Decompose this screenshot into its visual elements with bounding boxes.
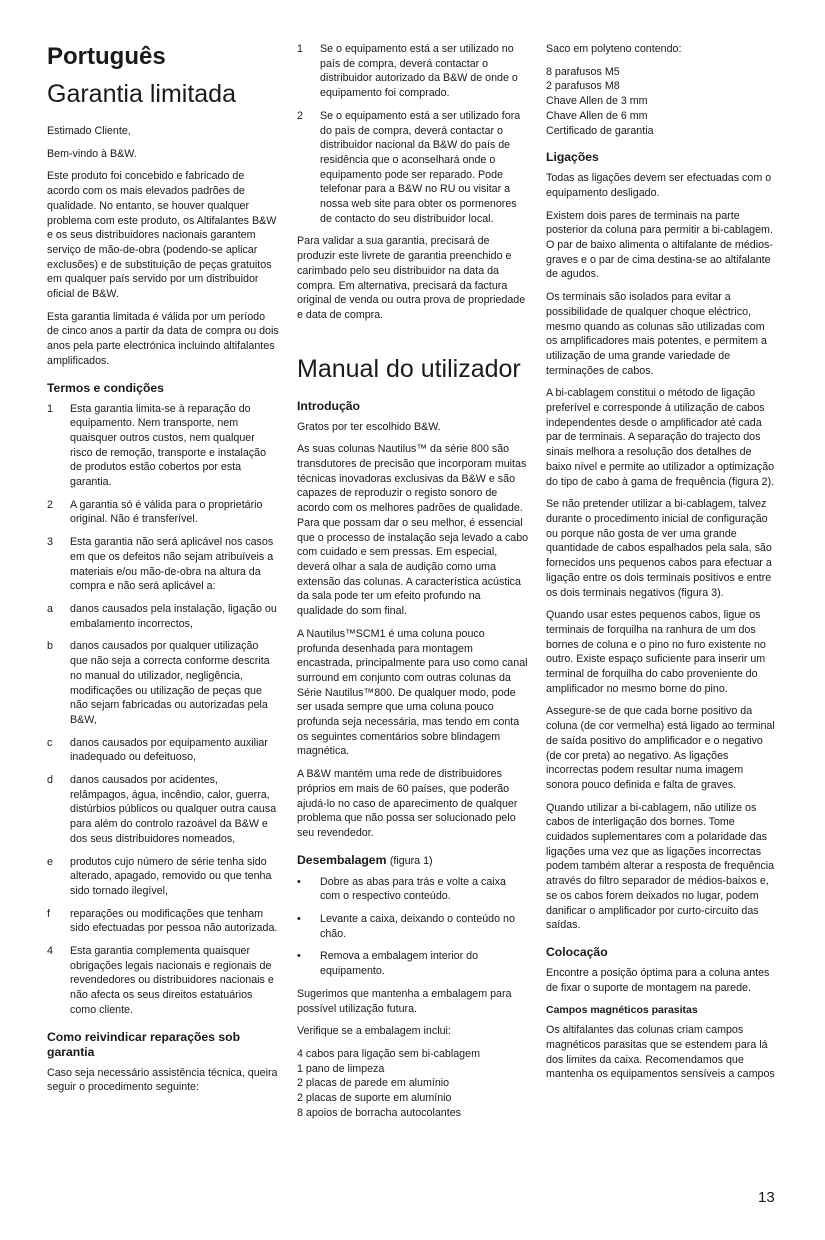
unpacking-heading xyxy=(297,853,529,869)
intro-heading: Introdução xyxy=(297,398,360,413)
figure-ref: (figura 1) xyxy=(389,854,433,867)
paragraph: Os altifalantes das colunas criam campos magnéticos parasitas que se estendem para lá dos limites da caixa. Recomendamos que mantenha os equipamentos sensíveis a campos xyxy=(546,1024,775,1081)
list-marker: 1 xyxy=(297,43,303,55)
list-text: Se o equipamento está a ser utilizado fora do país de compra, deverá contactar o distribuidor nacional da B&W do país de residência que o aconselhará onde o equipamento pode ser reparado. Pode telefonar para a B&W no RU ou visitar a nossa web site para obter os pormenores de contacto do seu distribuidor local. xyxy=(320,109,521,225)
paragraph: A Nautilus™SCM1 é uma coluna pouco profunda desenhada para montagem encastrada, principalmente para uso como canal surround em conjunto com outras colunas da Série Nautilus™800. De qualquer modo, pode ser usada sempre que uma coluna pouco profunda seja necessária, mas tendo em conta os seguintes comentários sobre blindagem magnética. xyxy=(297,627,528,758)
paragraph: Gratos por ter escolhido B&W. xyxy=(297,420,441,433)
column-3 xyxy=(546,42,778,1090)
paragraph: A bi-cablagem constitui o método de ligação preferível e corresponde à utilização de cabos independentes desde o amplificador até cada par de terminais. A separação do trajecto dos sinais melhora a resolução dos detalhes de baixo nível e permite ao utilizador a optimização do tipo de cabo à gama de frequência (figura 2). xyxy=(546,387,775,488)
list-text: Remova a embalagem interior do equipamento. xyxy=(320,950,479,978)
list-text: produtos cujo número de série tenha sido alterado, apagado, removido ou que tenha sido tornado ilegível, xyxy=(70,855,272,897)
claim-heading: Como reivindicar reparações sob garantia xyxy=(47,1029,241,1059)
paragraph: Sugerimos que mantenha a embalagem para possível utilização futura. xyxy=(297,987,512,1015)
list-text: reparações ou modificações que tenham sido efectuadas por pessoa não autorizada. xyxy=(70,907,278,935)
list-item xyxy=(47,402,279,490)
list-marker: 2 xyxy=(47,498,53,511)
paragraph: As suas colunas Nautilus™ da série 800 são transdutores de precisão que incorporam muitas técnicas inovadoras exclusivas da B&W e são capazes de reproduzir o registo sonoro de acordo com os melhores padrões de qualidade. Para que possam dar o seu melhor, é essencial que o processo de instalação seja levado a cabo com cuidado e sem pressas. Em especial, deverá olhar a sala de audição como uma extensão das colunas. A característica acústica da sala pode ter um efeito profundo na qualidade do som final. xyxy=(297,443,529,618)
paragraph: A B&W mantém uma rede de distribuidores próprios em mais de 60 países, que poderão ajudá-lo no caso de aparecimento de qualquer problema que não possa ser solucionado pelo seu revendedor. xyxy=(297,768,518,839)
list-text: danos causados por acidentes, relâmpagos, água, incêndio, calor, guerra, distúrbios públicos ou qualquer outra causa para além do controlo razoável da B&W e dos seus distribuidores nomeados, xyxy=(70,774,277,845)
list-item: 2 parafusos M8 xyxy=(546,80,620,93)
paragraph: Bem-vindo à B&W. xyxy=(47,147,137,160)
list-item xyxy=(47,944,279,1018)
bullet-icon: • xyxy=(297,950,301,963)
paragraph: Se não pretender utilizar a bi-cablagem, talvez durante o procedimento inicial de configuração ou porque não gosta de ver uma grande quantidade de cabos espalhados pela sala, são fornecidos uns pequenos cabos para efectuar a ligação entre os dois terminais positivos e entre os dois terminais negativos (figura 3). xyxy=(546,498,772,599)
connections-heading: Ligações xyxy=(546,150,599,165)
list-marker: c xyxy=(47,736,53,749)
paragraph: Este produto foi concebido e fabricado de acordo com os mais elevados padrões de qualidade. No entanto, se houver qualquer problema com este produto, os Altifalantes B&W e os seus distribuidores nacionais garantem serviço de mão-de-obra (podendo-se aplicar exclusões) e de substituição de peças gratuitos em qualquer país servido por um distribuidor oficial de B&W. xyxy=(47,170,277,301)
list-marker: a xyxy=(47,602,53,615)
paragraph: Quando usar estes pequenos cabos, ligue os terminais de forquilha na ranhura de um dos bornes de coluna e o pino no furo existente no outro. Existe espaço suficiente para inserir um terminal de forquilha do cabo proveniente do amplificador no mesmo borne do pino. xyxy=(546,609,766,695)
contents-list xyxy=(297,1047,529,1121)
paragraph: Quando utilizar a bi-cablagem, não utilize os cabos de interligação dos bornes. Tome cuidados suplementares com a polaridade das ligações uma vez que as ligações incorrectas podem também alterar a resposta de frequência através do filtro separador de médios-baixos e, se os cabos forem deixados no lugar, podem danificar o amplificador por curto-circuito das saídas. xyxy=(546,801,775,932)
list-item: 1 pano de limpeza xyxy=(297,1062,385,1075)
list-item xyxy=(297,42,529,101)
list-item xyxy=(47,855,279,899)
list-marker: 1 xyxy=(47,402,53,415)
list-text: A garantia só é válida para o proprietário original. Não é transferível. xyxy=(70,498,263,526)
terms-list xyxy=(47,402,279,1018)
paragraph: Encontre a posição óptima para a coluna antes de fixar o suporte de montagem na parede. xyxy=(546,966,770,994)
warranty-title: Garantia limitada xyxy=(47,80,236,108)
list-text: Esta garantia complementa quaisquer obrigações legais nacionais e regionais de revendedores ou distribuidores nacionais e não afecta os seus direitos estatuários como cliente. xyxy=(70,945,274,1016)
paragraph: Existem dois pares de terminais na parte posterior da coluna para permitir a bi-cablagem. O par de baixo alimenta o altifalante de médios-graves e o par de cima destina-se ao altifalante de agudos. xyxy=(546,209,773,281)
list-item: 8 apoios de borracha autocolantes xyxy=(297,1106,461,1119)
list-item xyxy=(47,498,279,527)
paragraph: Estimado Cliente, xyxy=(47,125,131,137)
bullet-icon: • xyxy=(297,875,301,888)
paragraph: Para validar a sua garantia, precisará de produzir este livrete de garantia preenchido e carimbado pelo seu distribuidor na data da compra. Em alternativa, precisará da factura original de venda ou outra prova de propriedade e data de compra. xyxy=(297,235,526,321)
paragraph: Esta garantia limitada é válida por um período de cinco anos a partir da data de compra ou dois anos pela parte electrónica incluindo altifalantes amplificados. xyxy=(47,310,279,367)
list-item xyxy=(47,736,279,765)
bullet-icon: • xyxy=(297,913,301,926)
paragraph: Assegure-se de que cada borne positivo da coluna (de cor vermelha) está ligado ao terminal de saída positivo do amplificador e o negativo (de cor preta) ao negativo. As ligações incorrectas podem resultar numa imagem sonora pouco definida e falta de graves. xyxy=(546,705,775,791)
list-item xyxy=(47,602,279,631)
list-item xyxy=(297,875,529,904)
list-text: Esta garantia não será aplicável nos casos em que os defeitos não sejam atribuíveis a materiais e/ou mão-de-obra na altura da compra e não será aplicável a: xyxy=(70,536,274,593)
list-text: Se o equipamento está a ser utilizado no país de compra, deverá contactar o distribuidor autorizado da B&W de onde o equipamento foi comprado. xyxy=(320,43,518,100)
placement-heading: Colocação xyxy=(546,944,608,959)
list-marker: e xyxy=(47,855,53,868)
manual-title: Manual do utilizador xyxy=(297,354,521,383)
list-text: Levante a caixa, deixando o conteúdo no chão. xyxy=(320,913,515,940)
list-text: danos causados por equipamento auxiliar inadequado ou defeituoso, xyxy=(70,736,268,764)
paragraph: Os terminais são isolados para evitar a possibilidade de qualquer choque eléctrico, mesmo quando as colunas são utilizadas com os amplificadores mais potentes, e permitem a utilização de uma grande variedade de terminações de cabos. xyxy=(546,291,767,377)
page-number: 13 xyxy=(758,1189,775,1206)
list-item xyxy=(47,639,279,727)
terms-heading: Termos e condições xyxy=(47,380,164,395)
list-item: 4 cabos para ligação sem bi-cablagem xyxy=(297,1047,480,1060)
list-item xyxy=(47,773,279,847)
list-item: 2 placas de parede em alumínio xyxy=(297,1077,450,1090)
paragraph: Caso seja necessário assistência técnica, queira seguir o procedimento seguinte: xyxy=(47,1066,278,1094)
column-2 xyxy=(297,42,529,1120)
list-text: Dobre as abas para trás e volte a caixa com o respectivo conteúdo. xyxy=(320,875,506,903)
language-title: Português xyxy=(47,43,166,70)
paragraph: Verifique se a embalagem inclui: xyxy=(297,1025,451,1038)
list-text: danos causados pela instalação, ligação ou embalamento incorrectos, xyxy=(70,602,277,630)
column-1 xyxy=(47,42,279,1103)
list-item: 8 parafusos M5 xyxy=(546,65,620,78)
list-marker: 2 xyxy=(297,109,303,122)
list-marker: 3 xyxy=(47,536,53,549)
bag-list xyxy=(546,65,778,139)
list-text: Esta garantia limita-se à reparação do equipamento. Nem transporte, nem quaisquer outros custos, nem qualquer risco de remoção, transporte e instalação de produtos estão cobertos por esta garantia. xyxy=(70,402,267,489)
list-item xyxy=(297,949,529,978)
list-item: Certificado de garantia xyxy=(546,124,654,137)
paragraph: Todas as ligações devem ser efectuadas com o equipamento desligado. xyxy=(546,172,772,199)
list-marker: 4 xyxy=(47,945,53,958)
unpacking-heading-text: Desembalagem xyxy=(297,852,387,867)
list-marker: d xyxy=(47,774,53,787)
list-item: 2 placas de suporte em alumínio xyxy=(297,1092,452,1105)
list-item: Chave Allen de 3 mm xyxy=(546,95,648,108)
magnetic-fields-heading: Campos magnéticos parasitas xyxy=(546,1004,698,1017)
list-item xyxy=(297,109,529,227)
list-text: danos causados por qualquer utilização que não seja a correcta conforme descrita no manual do utilizador, negligência, modificações ou utilização de peças que não sejam fabricadas ou autorizadas pela B&W, xyxy=(70,640,270,726)
list-item xyxy=(297,912,529,941)
list-item xyxy=(47,907,279,936)
paragraph: Saco em polyteno contendo: xyxy=(546,43,682,55)
list-item xyxy=(47,535,279,594)
list-marker: b xyxy=(47,640,53,653)
list-item: Chave Allen de 6 mm xyxy=(546,109,648,122)
list-marker: f xyxy=(47,907,50,920)
